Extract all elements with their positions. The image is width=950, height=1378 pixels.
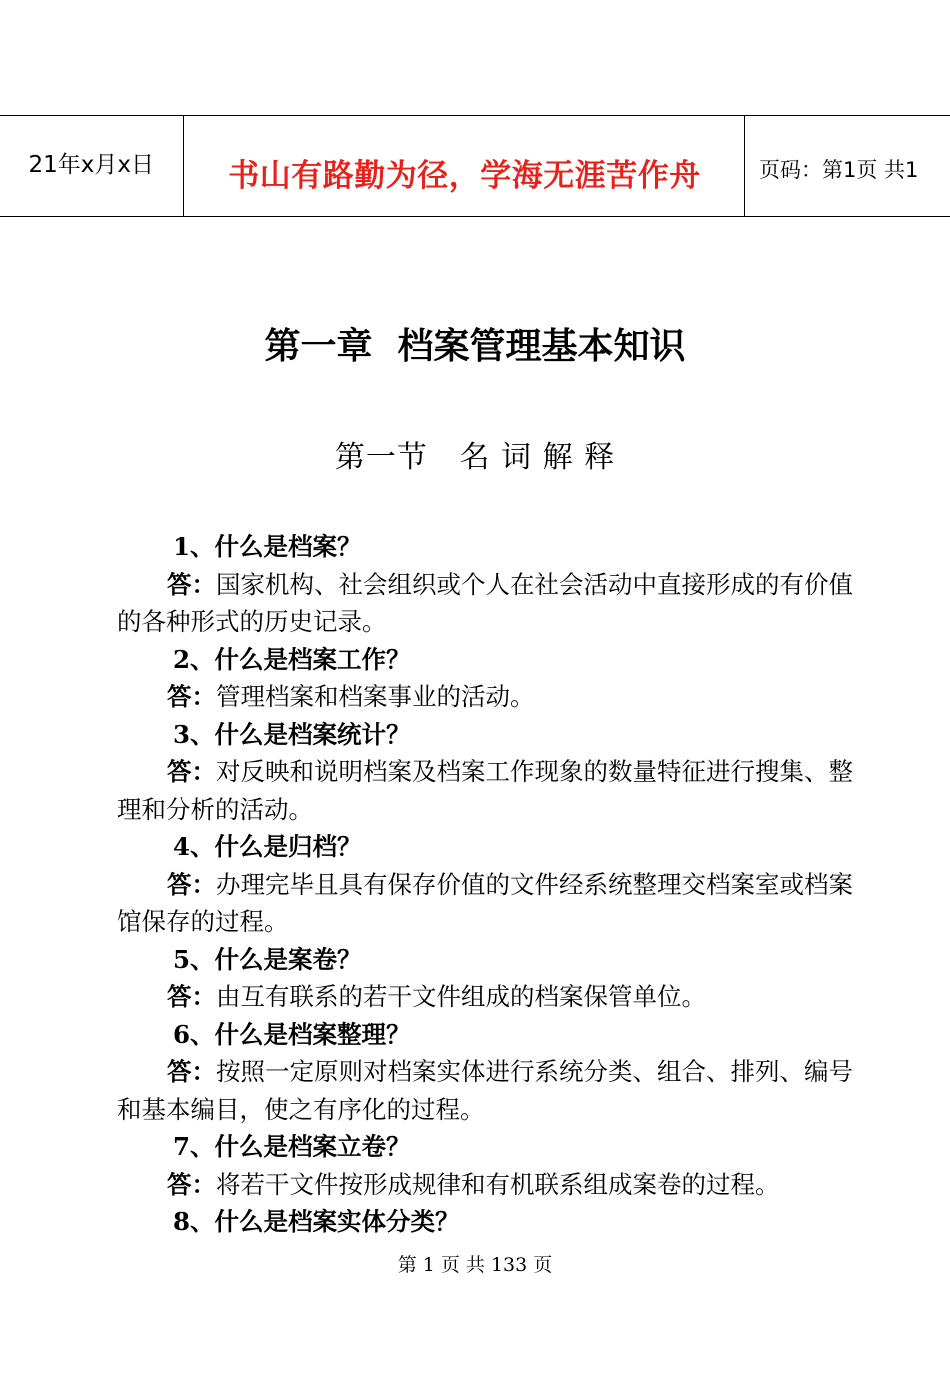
answer (117, 753, 867, 828)
answer (117, 866, 867, 941)
section-title: 第一节 名 词 解 释 (334, 440, 616, 475)
answer-label: 答： (167, 757, 216, 786)
question: 2、什么是档案工作？ (173, 644, 411, 674)
answer-text: 对反映和说明档案及档案工作现象的数量特征进行搜集、整理和分析的活动。 (117, 757, 853, 824)
answer (117, 1053, 867, 1128)
answer (117, 978, 867, 1016)
answer-text: 办理完毕且具有保存价值的文件经系统整理交档案室或档案馆保存的过程。 (117, 869, 853, 936)
header-table (0, 115, 950, 217)
answer-label: 答： (167, 1057, 216, 1086)
answer-label: 答： (167, 869, 216, 899)
answer-text: 将若干文件按形成规律和有机联系组成案卷的过程。 (216, 1169, 780, 1199)
question: 4、什么是归档？ (173, 832, 362, 861)
answer-label: 答： (167, 569, 216, 599)
header-date-cell (0, 116, 184, 216)
chapter-title: 第一章 档案管理基本知识 (264, 325, 686, 367)
answer (117, 1166, 867, 1204)
answer (117, 678, 867, 716)
question: 6、什么是档案整理？ (173, 1019, 411, 1049)
page-footer: 第 1 页 共 133 页 (397, 1254, 553, 1276)
question: 5、什么是案卷？ (173, 944, 362, 974)
answer-text: 按照一定原则对档案实体进行系统分类、组合、排列、编号和基本编目，使之有序化的过程。 (117, 1057, 853, 1124)
answer-text: 国家机构、社会组织或个人在社会活动中直接形成的有价值的各种形式的历史记录。 (117, 569, 853, 636)
answer-label: 答： (167, 1169, 216, 1199)
answer-text: 管理档案和档案事业的活动。 (216, 682, 535, 711)
header-motto: 书山有路勤为径，学海无涯苦作舟 (228, 158, 701, 194)
answer-text: 由互有联系的若干文件组成的档案保管单位。 (216, 982, 706, 1011)
question: 3、什么是档案统计？ (173, 719, 411, 749)
answer-label: 答： (167, 682, 216, 711)
header-motto-cell (184, 116, 745, 216)
question: 7、什么是档案立卷？ (173, 1132, 411, 1161)
header-page-cell (745, 116, 950, 216)
header-date: 21年x月x日 (28, 152, 154, 178)
question: 1、什么是档案？ (173, 532, 362, 561)
header-page-label: 页码：第1页 共1 (759, 158, 919, 182)
answer-label: 答： (167, 982, 216, 1011)
answer (117, 566, 867, 641)
qa-list (117, 528, 867, 1241)
question: 8、什么是档案实体分类？ (173, 1207, 460, 1236)
